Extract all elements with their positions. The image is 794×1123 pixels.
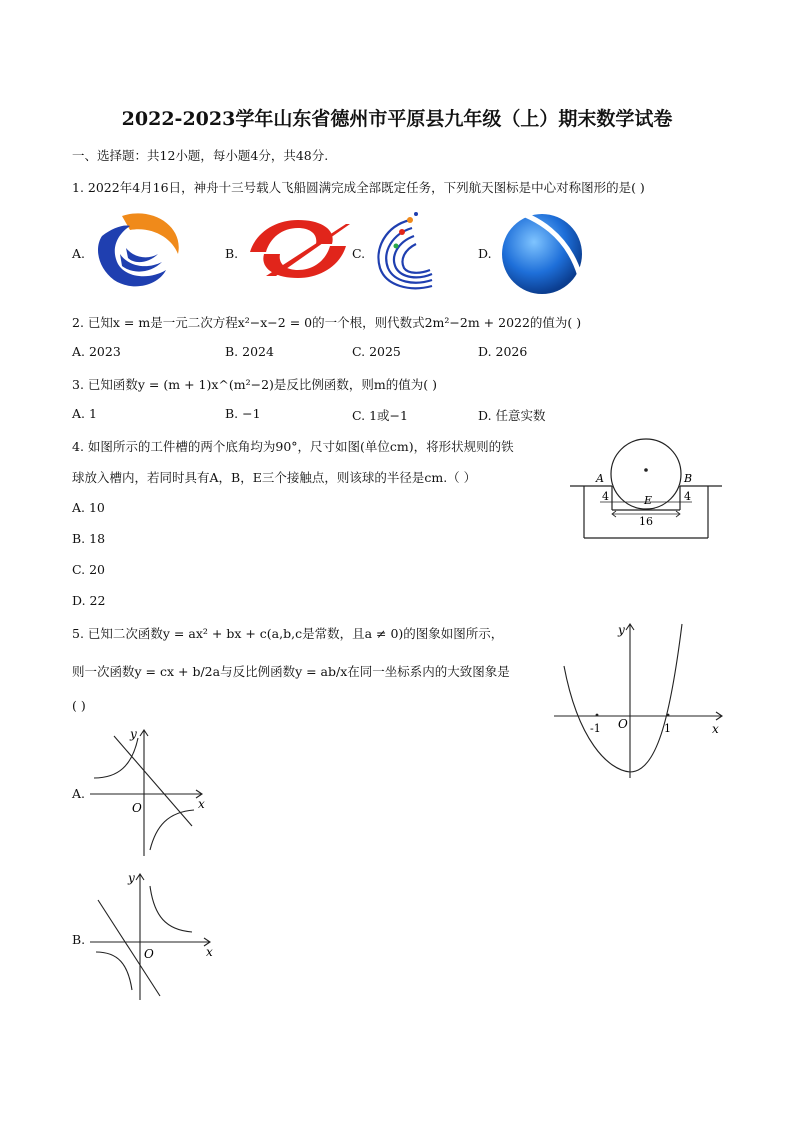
question-5-text-line3: ( ) xyxy=(72,698,86,713)
question-1-text: 1. 2022年4月16日，神舟十三号载人飞船圆满完成全部既定任务，下列航天图标是中心对称图形的是( ) xyxy=(72,180,645,195)
q2-option-d: D. 2026 xyxy=(478,344,528,359)
q5-parabola-figure xyxy=(552,620,728,780)
q2-option-b: B. 2024 xyxy=(225,344,274,359)
q5-axis-y-label: y xyxy=(618,623,625,637)
q5-tick-neg1: -1 xyxy=(590,722,601,735)
q5-axis-x-label: x xyxy=(712,722,719,736)
q5-a-origin-label: O xyxy=(132,801,142,815)
q5-b-x-label: x xyxy=(206,945,213,959)
q3-option-c: C. 1或−1 xyxy=(352,408,408,423)
q4-label-e: E xyxy=(644,494,653,507)
q5-option-a-graph xyxy=(88,726,218,860)
q3-option-d: D. 任意实数 xyxy=(478,408,546,423)
q1-logo-b xyxy=(246,216,350,282)
q5-b-y-label: y xyxy=(128,871,135,885)
q5-option-b-graph xyxy=(88,870,220,1004)
q1-option-a-label: A. xyxy=(72,246,86,261)
q2-option-c: C. 2025 xyxy=(352,344,401,359)
question-3-text: 3. 已知函数y = (m + 1)x^(m²−2)是反比例函数，则m的值为( ) xyxy=(72,377,438,392)
q1-logo-a xyxy=(92,208,184,294)
q5-b-origin-label: O xyxy=(144,947,154,961)
q4-label-left-depth: 4 xyxy=(602,490,609,503)
q1-logo-d xyxy=(498,206,584,296)
question-4-text-line2: 球放入槽内，若同时具有A，B，E三个接触点，则该球的半径是cm.（ ） xyxy=(72,470,477,485)
question-5-text-line2: 则一次函数y = cx + b/2a与反比例函数y = ab/x在同一坐标系内的大致图象是 xyxy=(72,664,510,679)
q4-option-b: B. 18 xyxy=(72,531,106,546)
q5-option-b-label: B. xyxy=(72,932,86,947)
q4-label-width: 16 xyxy=(639,515,653,528)
q5-origin-label: O xyxy=(618,717,628,731)
q4-option-c: C. 20 xyxy=(72,562,105,577)
q2-option-a: A. 2023 xyxy=(72,344,121,359)
q3-option-a: A. 1 xyxy=(72,406,97,421)
q5-option-a-label: A. xyxy=(72,786,86,801)
q4-groove-figure xyxy=(566,432,726,544)
q1-option-c-label: C. xyxy=(352,246,366,261)
question-5-text-line1: 5. 已知二次函数y = ax² + bx + c(a,b,c是常数，且a ≠ 0)的图象如图所示， xyxy=(72,626,504,641)
section-header: 一、选择题：共12小题，每小题4分，共48分. xyxy=(72,148,329,163)
q1-logo-c xyxy=(370,210,440,294)
q5-a-y-label: y xyxy=(130,727,137,741)
q1-option-b-label: B. xyxy=(225,246,239,261)
q4-label-a: A xyxy=(596,472,604,485)
q4-option-a: A. 10 xyxy=(72,500,105,515)
q4-label-b: B xyxy=(684,472,693,485)
q5-tick-1: 1 xyxy=(664,722,671,735)
q3-option-b: B. −1 xyxy=(225,406,261,421)
q5-a-x-label: x xyxy=(198,797,205,811)
question-4-text-line1: 4. 如图所示的工件槽的两个底角均为90°，尺寸如图(单位cm)，将形状规则的铁 xyxy=(72,439,514,454)
page-title: 2022-2023学年山东省德州市平原县九年级（上）期末数学试卷 xyxy=(121,108,673,130)
q4-label-right-depth: 4 xyxy=(684,490,691,503)
question-2-text: 2. 已知x = m是一元二次方程x²−x−2 = 0的一个根，则代数式2m²−2m + 2022的值为( ) xyxy=(72,315,582,330)
q4-option-d: D. 22 xyxy=(72,593,106,608)
q1-option-d-label: D. xyxy=(478,246,492,261)
